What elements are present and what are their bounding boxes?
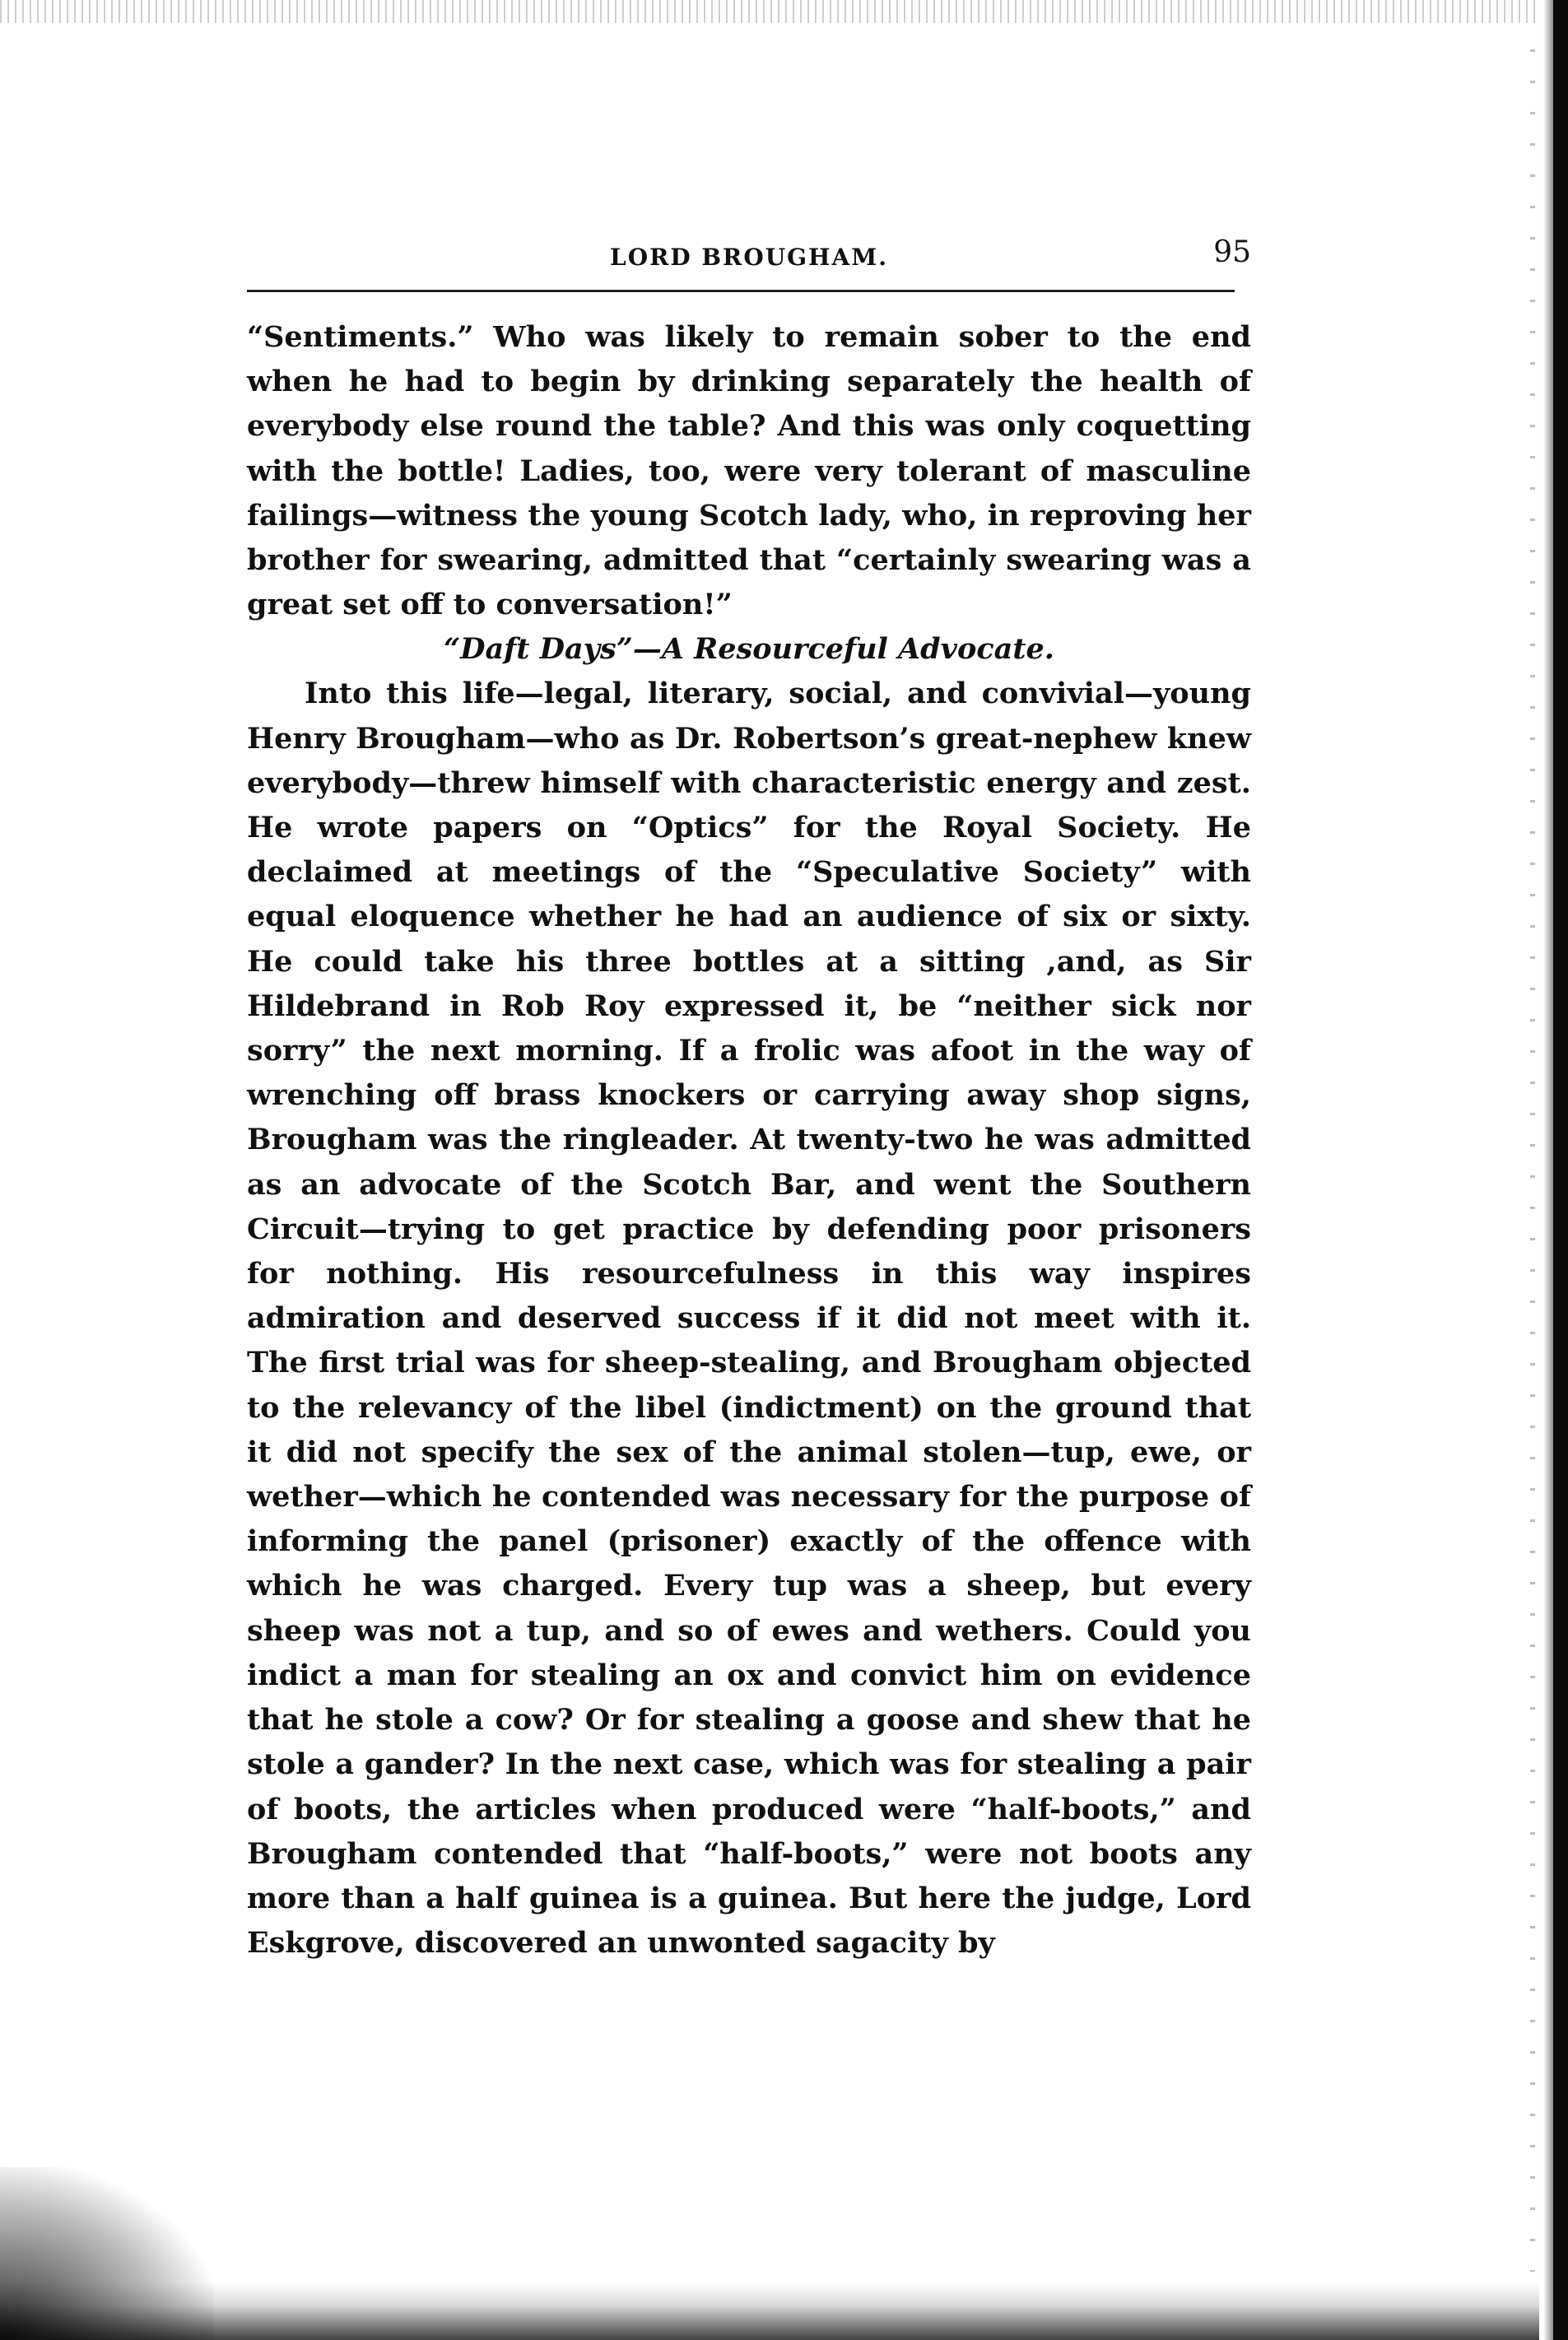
body-text <box>247 315 1251 1966</box>
paragraph-brougham: Into this life—legal, literary, social, and convivial—young Henry Brougham—who as Dr. Robertson’s great-nephew knew everybody—threw himself with characteristic energy and zest. He wrote papers on “Optics” for the Royal Society. He declaimed at meetings of the “Speculative Society” with equal eloquence whether he had an audience of six or sixty. He could take his three bottles at a sitting ,and, as Sir Hildebrand in Rob Roy expressed it, be “neither sick nor sorry” the next morning. If a frolic was afoot in the way of wrenching off brass knockers or carrying away shop signs, Brougham was the ringleader. At twenty-two he was admitted as an advocate of the Scotch Bar, and went the Southern Circuit—trying to get practice by defending poor prisoners for nothing. His resourcefulness in this way inspires admiration and deserved success if it did not meet with it. The first trial was for sheep-stealing, and Brougham objected to the relevancy of the libel (indictment) on the ground that it did not specify the sex of the animal stolen—tup, ewe, or wether—which he contended was necessary for the purpose of informing the panel (prisoner) exactly of the offence with which he was charged. Every tup was a sheep, but every sheep was not a tup, and so of ewes and wethers. Could you indict a man for stealing an ox and convict him on evidence that he stole a cow? Or for stealing a goose and shew that he stole a gander? In the next case, which was for stealing a pair of boots, the articles when produced were “half-boots,” and Brougham contended that “half-boots,” were not boots any more than a half guinea is a guinea. But here the judge, Lord Eskgrove, discovered an unwonted sagacity by <box>247 677 1251 1961</box>
scan-bottom-left-stain <box>0 2167 214 2340</box>
book-page <box>247 230 1251 1966</box>
running-title: LORD BROUGHAM. <box>610 244 888 271</box>
scan-margin-specks <box>1530 49 1535 2272</box>
scan-right-edge <box>1553 0 1568 2340</box>
scan-right-shadow <box>1543 0 1553 2340</box>
scan-top-noise <box>0 0 1539 23</box>
running-head <box>247 230 1251 280</box>
paragraph-sentiments: “Sentiments.” Who was likely to remain sober to the end when he had to begin by drinking separately the health of everybody else round the table? And this was only coquetting with the bottle! Ladies, too, were very tolerant of masculine failings—witness the young Scotch lady, who, in reproving her brother for swearing, admitted that “certainly swearing was a great set off to conversation!” <box>247 320 1251 622</box>
section-subheading: “Daft Days”—A Resourceful Advocate. <box>444 632 1054 667</box>
page-number: 95 <box>1213 235 1251 269</box>
header-rule <box>247 290 1235 292</box>
scan-bottom-noise <box>0 2282 1539 2340</box>
